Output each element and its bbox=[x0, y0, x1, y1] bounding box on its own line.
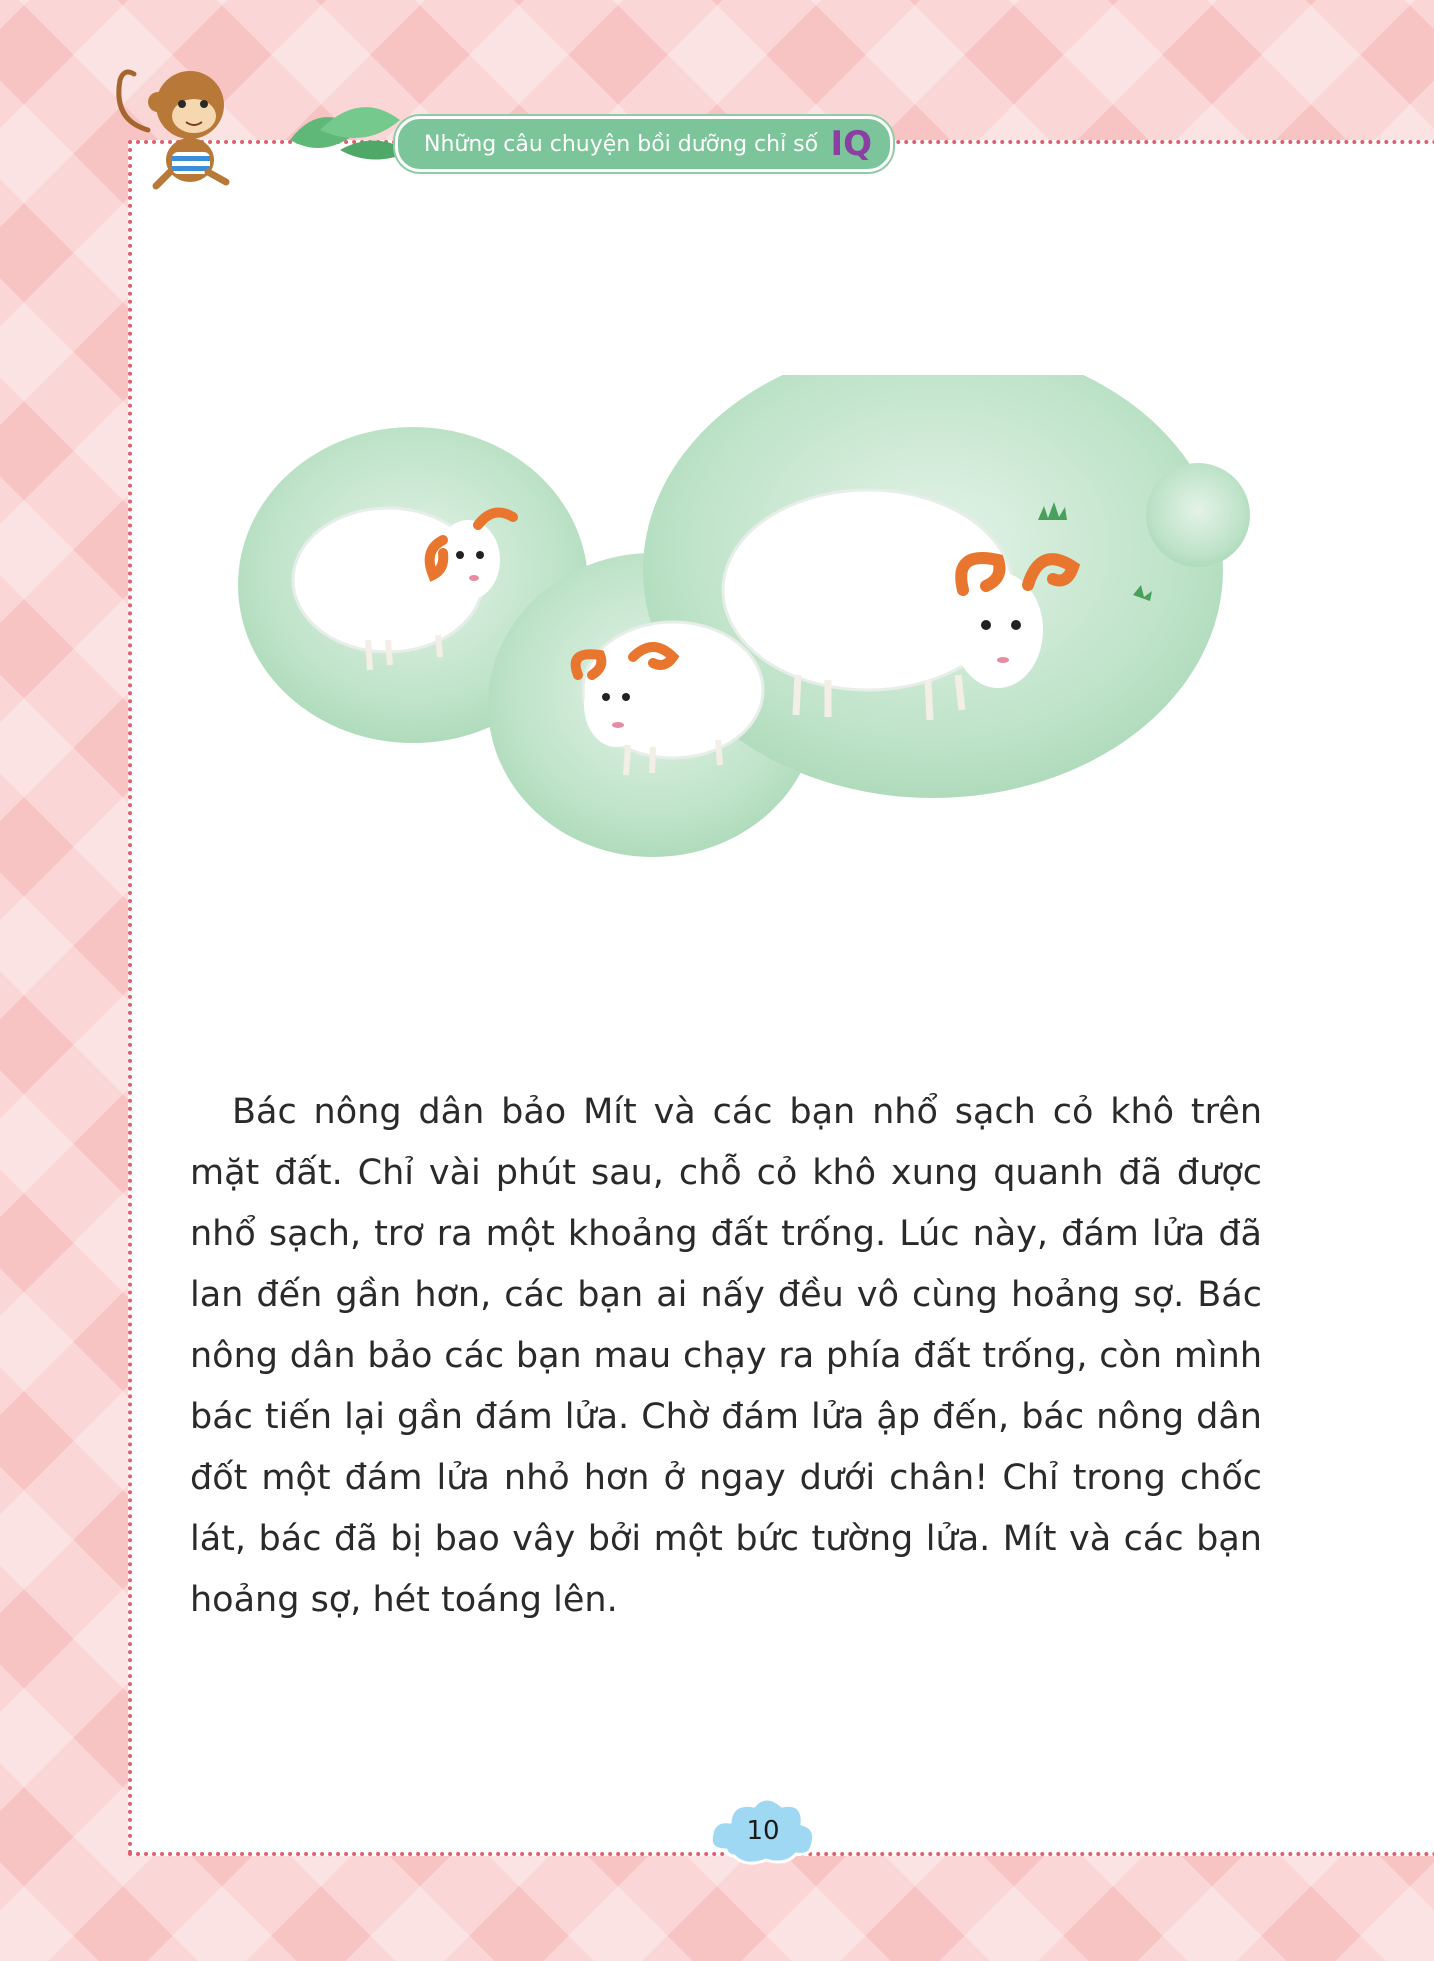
series-title: Những câu chuyện bồi dưỡng chỉ số bbox=[424, 131, 819, 157]
monkey-mascot-icon bbox=[108, 60, 258, 200]
sheep-illustration bbox=[228, 375, 1278, 945]
page-number: 10 bbox=[746, 1816, 780, 1846]
story-paragraph: Bác nông dân bảo Mít và các bạn nhổ sạch cỏ khô trên mặt đất. Chỉ vài phút sau, chỗ cỏ khô xung quanh đã được nhổ sạch, trơ ra một khoảng đất trống. Lúc này, đám lửa đã lan đến gần hơn, các bạn ai nấy đều vô cùng hoảng sợ. Bác nông dân bảo các bạn mau chạy ra phía đất trống, còn mình bác tiến lại gần đám lửa. Chờ đám lửa ập đến, bác nông dân đốt một đám lửa nhỏ hơn ở ngay dưới chân! Chỉ trong chốc lát, bác đã bị bao vây bởi một bức tường lửa. Mít và các bạn hoảng sợ, hét toáng lên. bbox=[190, 1092, 1262, 1620]
series-title-banner bbox=[395, 116, 893, 172]
iq-badge: IQ bbox=[830, 124, 872, 164]
